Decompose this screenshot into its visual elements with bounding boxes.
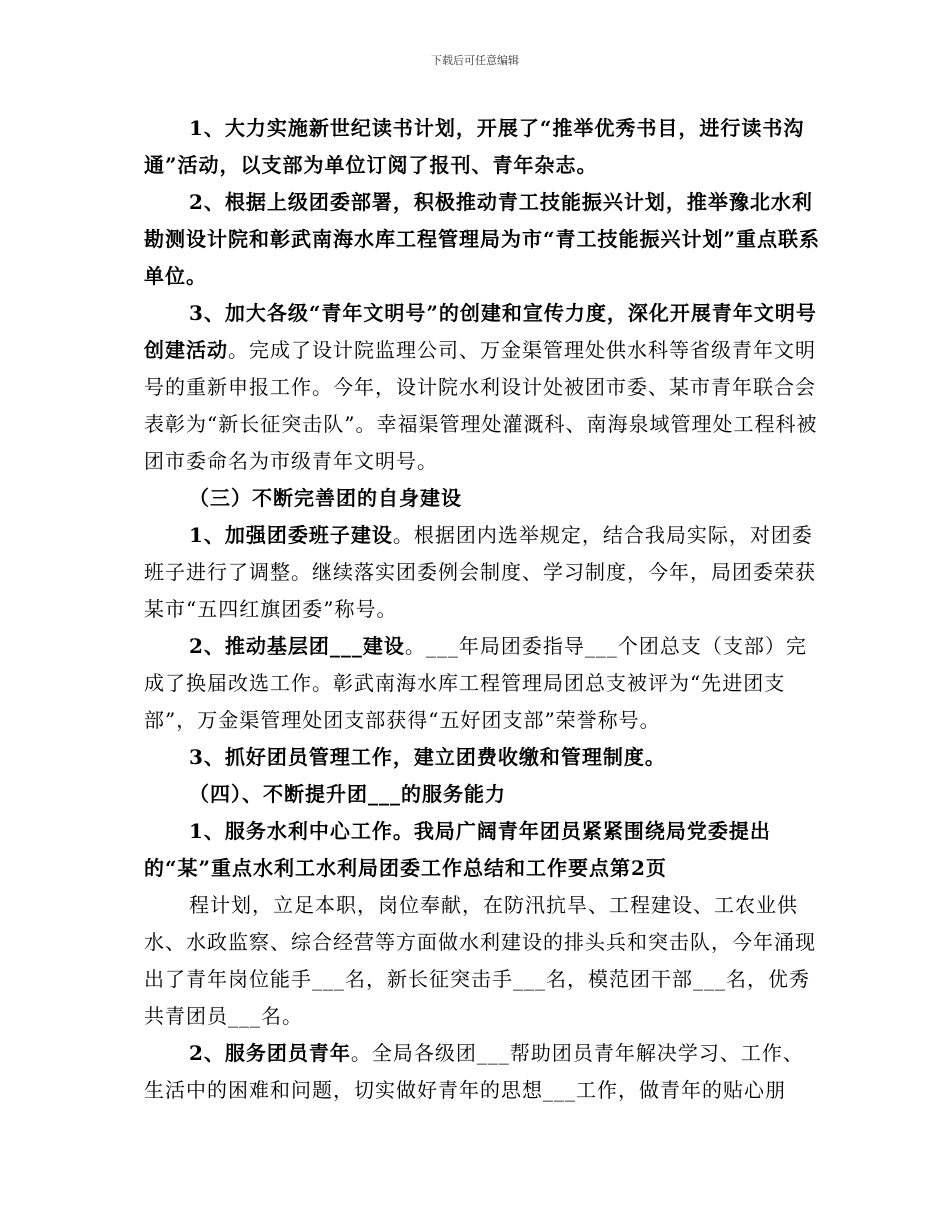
paragraph-8-text: 程计划，立足本职，岗位奉献，在防汛抗旱、工程建设、工农业供水、水政监察、综合经营等方面做水利建设的排头兵和突击队，今年涌现出了青年岗位能手___名，新长征突击手___名，模范团干部___名，优秀共青团员___名。 (144, 893, 816, 1028)
paragraph-4 (144, 517, 824, 628)
paragraph-6 (144, 739, 824, 776)
section-heading-3-text: （三）不断完善团的自身建设 (189, 486, 462, 510)
section-heading-3 (144, 480, 824, 517)
paragraph-7-lead: 1、服务水利中心工作。我局广阔青年团员紧紧围绕局党委提出的“某”重点水利工水利局团委工作总结和工作要点第2页 (144, 819, 771, 880)
paragraph-7 (144, 813, 824, 887)
paragraph-9-text: 。全局各级团___帮助团员青年解决学习、工作、生活中的困难和问题，切实做好青年的思想___工作，做青年的贴心朋 (144, 1041, 804, 1102)
paragraph-1 (144, 110, 824, 184)
paragraph-5-lead: 2、推动基层团___建设 (189, 634, 405, 658)
paragraph-4-text: 。根据团内选举规定，结合我局实际，对团委班子进行了调整。继续落实团委例会制度、学习制度，今年，局团委荣获某市“五四红旗团委”称号。 (144, 523, 816, 621)
paragraph-6-lead: 3、抓好团员管理工作，建立团费收缴和管理制度。 (189, 745, 666, 769)
paragraph-8 (144, 887, 824, 1035)
paragraph-3-lead: 3、加大各级“青年文明号”的创建和宣传力度，深化开展青年文明号创建活动 (144, 301, 817, 362)
paragraph-5-text: 。___年局团委指导___个团总支（支部）完成了换届改选工作。彰武南海水库工程管理局团总支被评为“先进团支部”，万金渠管理处团支部获得“五好团支部”荣誉称号。 (144, 634, 807, 732)
section-heading-4 (144, 776, 824, 813)
paragraph-2 (144, 184, 824, 295)
paragraph-3-text: 。完成了设计院监理公司、万金渠管理处供水科等省级青年文明号的重新申报工作。今年，设计院水利设计处被团市委、某市青年联合会表彰为“新长征突击队”。幸福渠管理处灌溉科、南海泉域管理处工程科被团市委命名为市级青年文明号。 (144, 338, 818, 473)
paragraph-3 (144, 295, 824, 480)
paragraph-2-lead: 2、根据上级团委部署，积极推动青工技能振兴计划，推举豫北水利勘测设计院和彰武南海水库工程管理局为市“青工技能振兴计划”重点联系单位。 (144, 190, 821, 288)
paragraph-1-lead: 1、大力实施新世纪读书计划，开展了“推举优秀书目，进行读书沟通”活动，以支部为单位订阅了报刊、青年杂志。 (144, 116, 805, 177)
paragraph-4-lead: 1、加强团委班子建设 (189, 523, 393, 547)
section-heading-4-text: （四）、不断提升团___的服务能力 (189, 782, 506, 806)
document-body (144, 110, 824, 1109)
paragraph-9 (144, 1035, 824, 1109)
paragraph-9-lead: 2、服务团员青年 (189, 1041, 351, 1065)
page-header: 下载后可任意编辑 (431, 54, 519, 67)
paragraph-5 (144, 628, 824, 739)
